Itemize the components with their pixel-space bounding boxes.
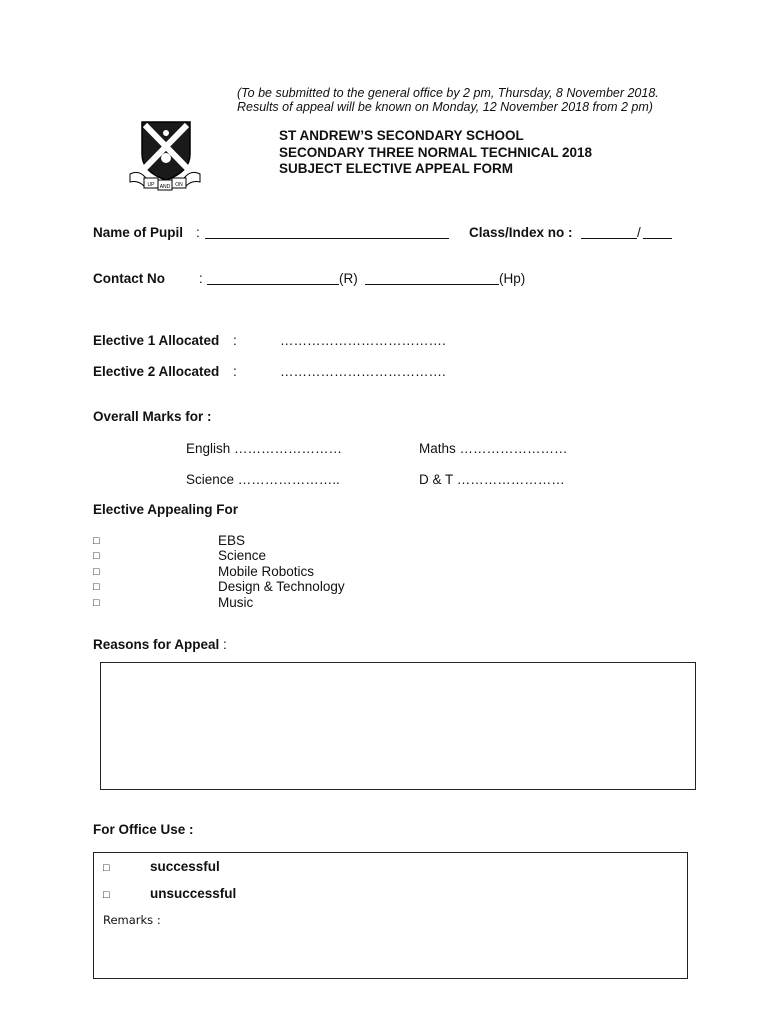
elective-1-field[interactable]: ………………………………. [280,333,446,348]
crest-word-on: ON [175,182,183,188]
elective-2-field[interactable]: ………………………………. [280,364,446,379]
unsuccessful-label: unsuccessful [150,886,237,901]
crest-word-up: UP [147,182,155,188]
elective-1-label: Elective 1 Allocated [93,333,220,348]
submission-note-line1: (To be submitted to the general office by 2 pm, Thursday, 8 November 2018. [237,86,659,100]
contact-no-label: Contact No [93,271,165,286]
elective-appealing-label: Elective Appealing For [93,502,239,517]
reasons-colon: : [219,637,227,652]
home-phone-field[interactable] [207,271,339,290]
reasons-textarea[interactable] [100,662,696,790]
overall-marks-label: Overall Marks for : [93,409,212,424]
reasons-heading [93,636,227,654]
level-title: SECONDARY THREE NORMAL TECHNICAL 2018 [279,145,593,160]
school-name: ST ANDREW’S SECONDARY SCHOOL [279,128,524,143]
mobile-phone-field[interactable] [365,271,499,290]
checkbox-science[interactable]: □ [93,550,100,562]
checkbox-music[interactable]: □ [93,597,100,609]
maths-marks-field[interactable]: Maths …………………… [419,441,568,456]
name-of-pupil-label: Name of Pupil [93,225,184,240]
option-design-technology: Design & Technology [218,579,345,594]
remarks-label: Remarks : [103,913,161,927]
successful-label: successful [150,859,220,874]
checkbox-successful[interactable]: □ [103,862,110,874]
elective-1-colon: : [233,333,237,348]
index-field[interactable] [643,225,672,244]
option-science: Science [218,548,267,563]
checkbox-ebs[interactable]: □ [93,535,100,547]
submission-note-line2: Results of appeal will be known on Monday, 12 November 2018 from 2 pm) [237,100,653,114]
elective-2-colon: : [233,364,237,379]
checkbox-unsuccessful[interactable]: □ [103,889,110,901]
option-music: Music [218,595,254,610]
form-title: SUBJECT ELECTIVE APPEAL FORM [279,161,514,176]
option-mobile-robotics: Mobile Robotics [218,564,315,579]
science-marks-field[interactable]: Science ………………….. [186,472,340,487]
checkbox-mobile-robotics[interactable]: □ [93,566,100,578]
checkbox-design-technology[interactable]: □ [93,581,100,593]
class-index-slash: / [637,225,641,240]
reasons-label: Reasons for Appeal [93,637,220,652]
contact-colon: : [199,271,203,286]
crest-word-and: AND [159,184,171,190]
office-use-label: For Office Use : [93,822,194,837]
office-use-box [93,852,688,979]
class-field[interactable] [581,225,637,244]
english-marks-field[interactable]: English …………………… [186,441,343,456]
mobile-phone-suffix: (Hp) [499,271,526,286]
school-crest-logo [128,120,202,192]
dt-marks-field[interactable]: D & T …………………… [419,472,565,487]
class-index-label: Class/Index no : [469,225,573,240]
name-colon: : [196,225,200,240]
name-field[interactable] [205,225,449,244]
elective-2-label: Elective 2 Allocated [93,364,220,379]
option-ebs: EBS [218,533,246,548]
home-phone-suffix: (R) [339,271,358,286]
